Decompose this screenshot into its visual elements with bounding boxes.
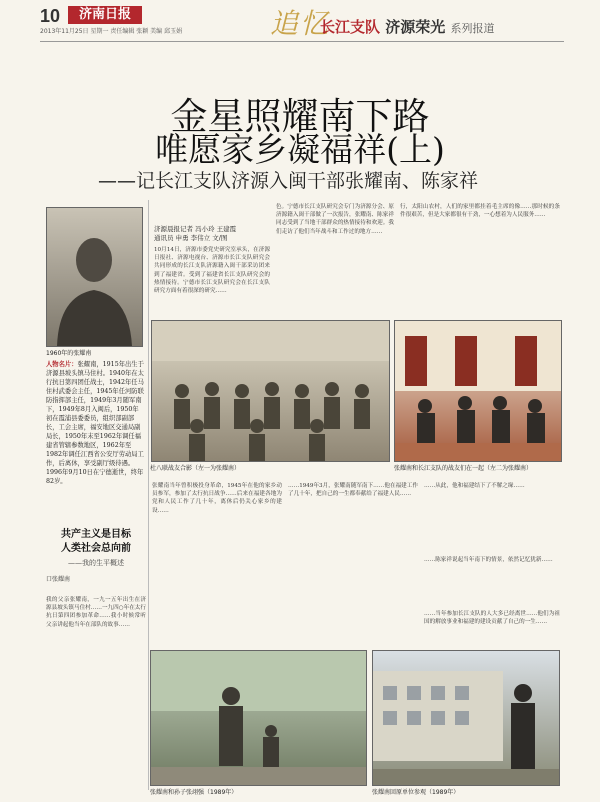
- subheadline: ——记长江支队济源入闽干部张耀南、陈家祥: [98, 170, 479, 192]
- portrait-caption: 1960年的张耀南: [46, 350, 92, 357]
- series-banner: [320, 16, 495, 37]
- column-divider: [148, 200, 149, 790]
- group-people-icon: [152, 321, 389, 461]
- byline: [154, 225, 264, 243]
- article-column-5: ……1949年3月，张耀南随军南下……他在福建工作了几十年，把自己的一生都奉献给了福建人民……: [288, 483, 418, 498]
- byline-correspondents: 通讯员 申勇 李伟立 文/图: [154, 234, 228, 242]
- article-column-1: 10月14日，济源市委党史研究室承头，在济源日报社、济源电视台、济源市长江支队研究会共同形成的长江支队济源籍入闽干部采访团来到了福建省。受到了福建省长江支队研究会的热情接待。宁德市长江支队研究会在长江支队研究方面有着很深的研究……: [154, 247, 270, 295]
- bio-box: [46, 360, 144, 486]
- portrait-photo: [46, 207, 143, 347]
- article-column-4: 张耀南当年曾积极投身革命，1945年在他的家乡动员参军，参加了太行抗日战争……后来在福建各地为党和人民工作了几十年，离休后仍关心家乡的建设……: [152, 483, 282, 514]
- memoir-title-line1: 共产主义是目标: [61, 529, 131, 540]
- headline-line2: 唯愿家乡凝福祥(上): [155, 130, 445, 169]
- man-with-child-icon: [151, 651, 366, 785]
- grandson-photo-caption: 张耀南和孙子张翊强（1989年）: [150, 789, 238, 796]
- article-column-6: ……从此，他和福建结下了不解之缘……: [424, 483, 525, 489]
- article-column-3: 行，太阳山农村，人们的家里都挂着毛主席的像……那时候的条件很艰苦，但是大家都很有干劲，一心想着为人民服务……: [400, 204, 560, 219]
- newspaper-logo: 济南日报: [68, 6, 142, 24]
- article-column-2: 色。宁德市长江支队研究会专门为济源分会、原济源籍入闽干部做了一次报告，张耀南、陈家祥同志受到了当地干部群众的热情接待和欢迎。我们走访了他们当年战斗和工作过的地方……: [276, 204, 394, 235]
- man-at-building-icon: [373, 651, 559, 785]
- bio-label: 人物名片：: [46, 361, 78, 368]
- article-column-7: ……陈家祥说起当年南下的情景，依然记忆犹新……: [424, 557, 553, 563]
- memoir-section: [46, 528, 146, 583]
- header-rule: [40, 41, 564, 42]
- headline-line1: 金星照耀南下路: [170, 95, 430, 138]
- series-calligraphy: 追忆: [270, 7, 331, 40]
- series-suffix: 济源荣光: [385, 18, 446, 36]
- grandson-photo: [150, 650, 367, 786]
- memoir-body: 我的父亲张耀南，一九一五年出生在济源县坡头镇马住村……一九四○年在太行抗日第四团参加革命……我小时候常听父亲讲起他当年在部队的故事……: [46, 597, 146, 628]
- series-name: 长江支队: [320, 18, 381, 36]
- date-line: 2013年11月25日 星期一 责任编辑 张颖 美编 邱玉娟: [40, 28, 183, 35]
- veterans-photo: [394, 320, 562, 462]
- portrait-figure-icon: [47, 208, 142, 346]
- group-photo: [151, 320, 390, 462]
- memoir-title-line2: 人类社会总向前: [61, 543, 131, 554]
- workplace-photo: [372, 650, 560, 786]
- veterans-seated-icon: [395, 321, 561, 461]
- memoir-subtitle: ——我的生平概述: [68, 559, 124, 567]
- workplace-photo-caption: 张耀南回原单位参观（1989年）: [372, 789, 460, 796]
- memoir-author: 口张耀南: [46, 576, 71, 583]
- page-header: [0, 0, 600, 40]
- veterans-photo-caption: 张耀南和长江支队的战友们在一起（左二为张耀南）: [394, 465, 533, 472]
- byline-reporters: 济源晨报记者 冯小玲 王建霞: [154, 225, 237, 233]
- group-photo-caption: 杜八联战友合影（左一为张耀南）: [150, 465, 241, 472]
- series-tag: 系列报道: [450, 22, 495, 35]
- bio-text: 张耀南，1915年出生于济源县坡头镇马住村。1940年在太行抗日第四团任战士，1942年任马住村武委会主任，1945年任河防联防指挥部主任，1949年3月随军南下，1949年8月入闽后，1950年初在霞浦县委委员，组织部副部长，工会主席，福安地区交通局副局长，1950年末至1962年调任福建省管辖参数地区，1962年至1982年调任江西省公安厅劳动局工作，后离休，享受副厅级待遇。1996年9月10日在宁德逝世，终年82岁。: [46, 361, 144, 485]
- article-column-8: ……当年参加长江支队的人大多已经离世……他们为祖国的解放事业和福建的建设贡献了自己的一生……: [424, 611, 560, 626]
- page-number: 10: [40, 6, 61, 26]
